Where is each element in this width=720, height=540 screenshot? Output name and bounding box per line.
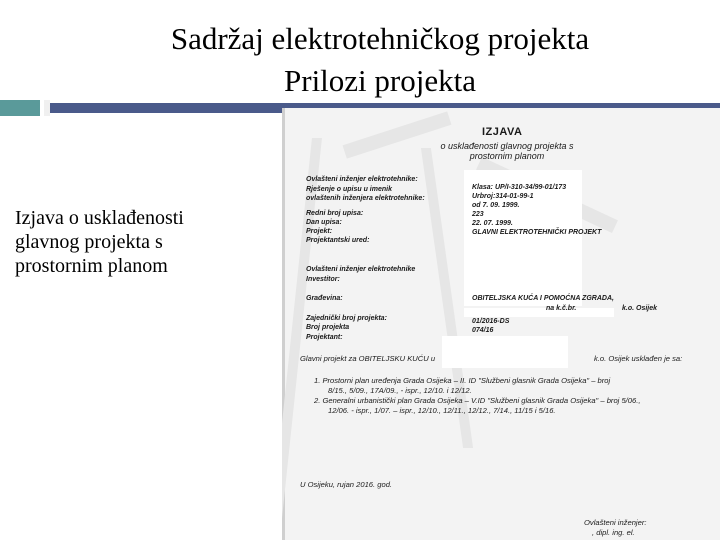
field-engineer-2: Ovlašteni inženjer elektrotehnike [306,266,416,273]
plan-line-2: 8/15., 5/09., 17A/09., - ispr., 12/10. i 12/12. [328,386,472,395]
field-entry-date: Dan upisa: [306,219,342,226]
value-building-2b: k.o. Osijek [622,305,658,312]
value-building-2a: na k.č.br. [546,305,577,312]
field-investor: Investitor: [306,276,340,283]
slide-title [60,18,700,102]
value-building-1: OBITELJSKA KUĆA I POMOĆNA ZGRADA, [472,295,614,302]
field-decision-1: Rješenje o upisu u imenik [306,186,392,193]
value-project-no: 074/16 [472,327,494,334]
value-klasa: Klasa: UP/I-310-34/99-01/173 [472,184,567,191]
place-date: U Osijeku, rujan 2016. god. [300,480,393,489]
field-joint-no: Zajednički broj projekta: [306,315,387,322]
value-joint-no: 01/2016-DS [472,318,510,325]
field-project-no: Broj projekta [306,324,350,331]
slide-title-line-2: Prilozi projekta [284,63,476,98]
plan-line-1: 1. Prostorni plan uređenja Grada Osijeka – II. ID "Službeni glasnik Grada Osijeka" – broj [314,376,611,385]
caption-line-3: prostornim planom [15,255,168,277]
field-office: Projektantski ured: [306,237,370,244]
blank-area [464,308,614,317]
field-engineer: Ovlašteni inženjer elektrotehnike: [306,176,418,183]
blank-area [442,336,568,368]
signature-label: Ovlašteni inženjer: [584,518,647,527]
document-subheading-line-2: prostornim planom [469,151,545,161]
caption-line-2: glavnog projekta s [15,231,163,253]
statement-part-1: Glavni projekt za OBITELJSKU KUĆU u [300,354,436,363]
field-decision-2: ovlaštenih inženjera elektrotehnike: [306,195,425,202]
value-urbroj: Urbroj:314-01-99-1 [472,193,534,200]
value-reg-no: 223 [472,211,484,218]
field-project: Projekt: [306,228,333,235]
document-heading: IZJAVA [482,126,523,138]
field-reg-no: Redni broj upisa: [306,210,364,217]
field-designer: Projektant: [306,334,343,341]
document-subheading-line-1: o usklađenosti glavnog projekta s [440,141,574,151]
slide-caption [15,206,265,278]
title-rule-accent [0,100,40,116]
value-od: od 7. 09. 1999. [472,202,520,209]
plan-line-3: 2. Generalni urbanistički plan Grada Osijeka – V.ID "Službeni glasnik Grada Osijeka" – broj 5/06., [314,396,641,405]
statement-part-2: k.o. Osijek usklađen je sa: [594,354,683,363]
signature-title: , dipl. ing. el. [592,528,635,537]
caption-line-1: Izjava o usklađenosti [15,207,184,229]
scanned-document [282,108,720,540]
plan-line-4: 12/06. - ispr., 1/07. – ispr., 12/10., 12/11., 12/12., 7/14., 11/15 i 5/16. [328,406,556,415]
value-project: GLAVNI ELEKTROTEHNIČKI PROJEKT [472,229,602,236]
slide-title-line-1: Sadržaj elektrotehničkog projekta [170,21,590,56]
field-building: Građevina: [306,295,343,302]
value-date: 22. 07. 1999. [472,220,513,227]
